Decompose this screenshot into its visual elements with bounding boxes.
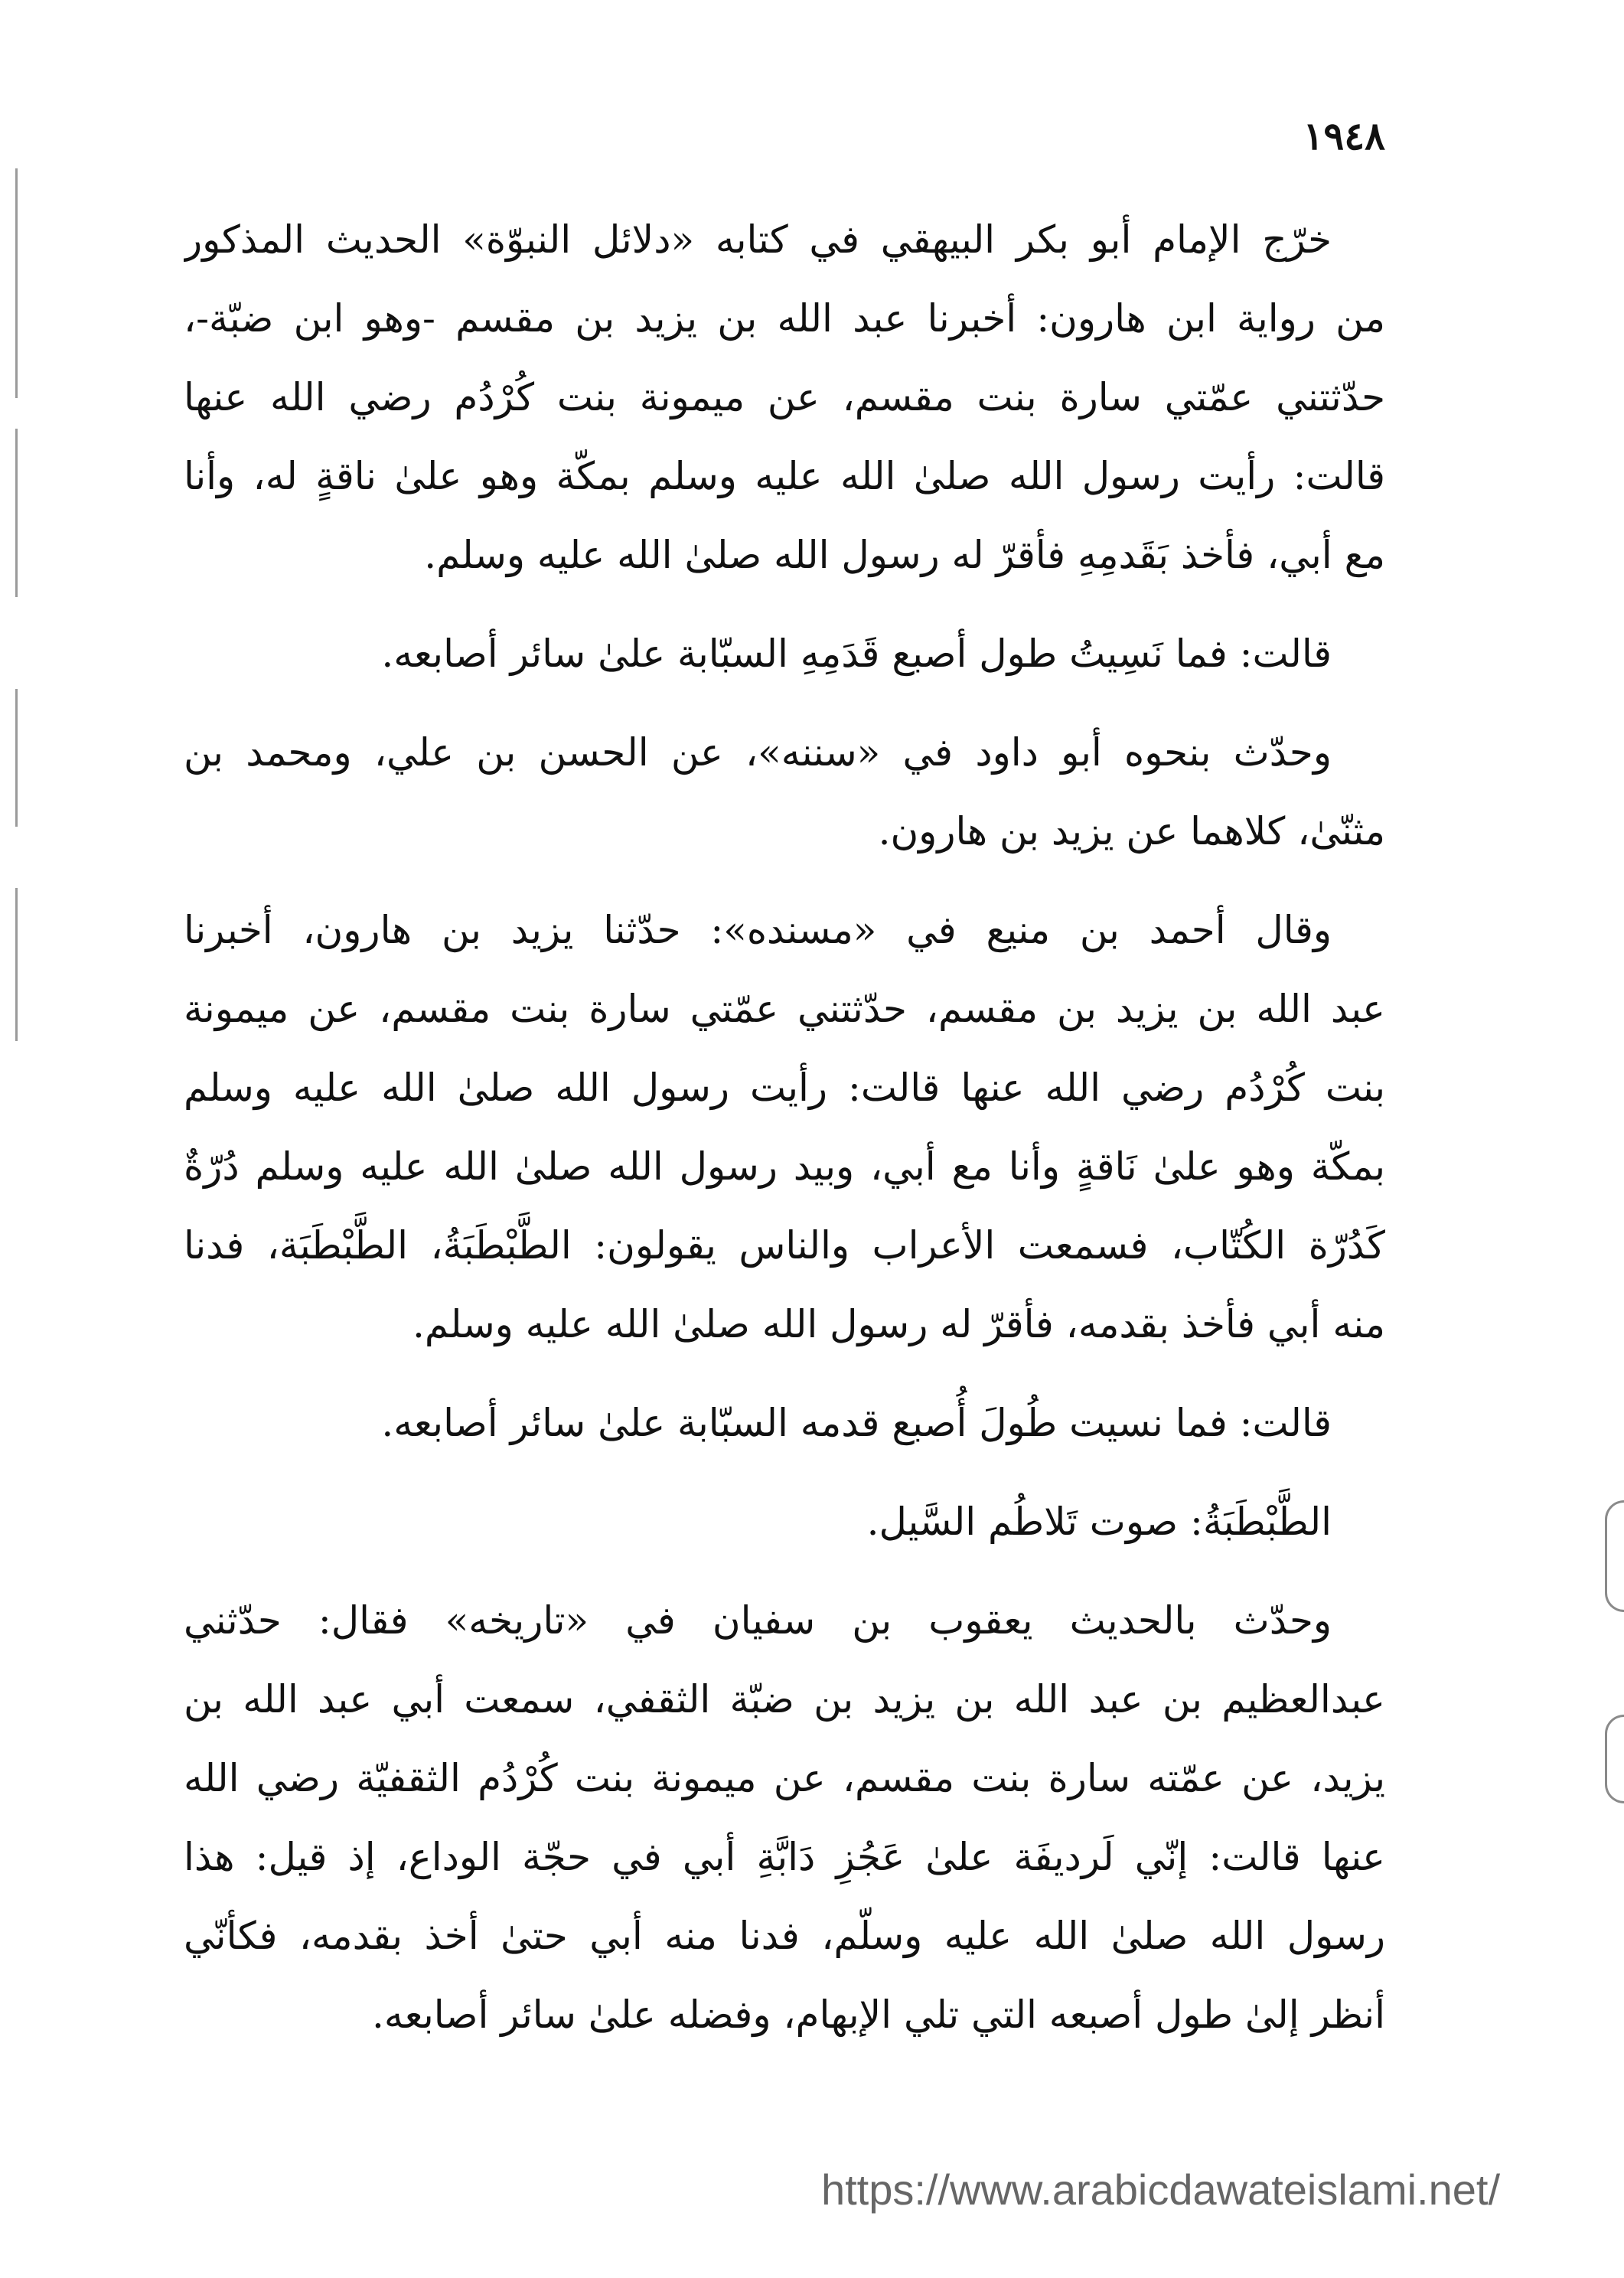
text-line: يزيد، عن عمّته سارة بنت مقسم، عن ميمونة بنت كُرْدُم الثقفيّة رضي الله (184, 1756, 1385, 1800)
text-line: وحدّث بالحديث يعقوب بن سفيان في «تاريخه» فقال: حدّثني (184, 1598, 1332, 1643)
scan-margin-mark (15, 888, 18, 1041)
text-line: حدّثتني عمّتي سارة بنت مقسم، عن ميمونة بنت كُرْدُم رضي الله عنها (184, 375, 1385, 419)
text-body (184, 201, 1385, 2054)
text-line: قالت: فما نَسِيتُ طول أصبع قَدَمِهِ السبّابة علىٰ سائر أصابعه. (381, 632, 1332, 676)
text-line: عبد الله بن يزيد بن مقسم، حدّثتني عمّتي سارة بنت مقسم، عن ميمونة (184, 987, 1385, 1031)
scan-margin-mark (15, 429, 18, 597)
text-line: مع أبي، فأخذ بَقَدمِهِ فأقرّ له رسول الله صلىٰ الله عليه وسلم. (424, 533, 1385, 577)
text-line: كَدُرّة الكُتّاب، فسمعت الأعراب والناس يقولون: الطَّبْطَبَةُ، الطَّبْطَبَة، فدنا (184, 1223, 1385, 1268)
paragraph (184, 1483, 1385, 1562)
page-number: ١٩٤٨ (1303, 113, 1385, 158)
paragraph-gap (184, 1562, 1385, 1581)
page-edge-binding-mark (1605, 1500, 1624, 1612)
paragraph (184, 891, 1385, 1364)
text-line: عبدالعظيم بن عبد الله بن يزيد بن ضبّة الثقفي، سمعت أبي عبد الله بن (184, 1677, 1385, 1722)
paragraph (184, 1581, 1385, 2054)
text-line: منه أبي فأخذ بقدمه، فأقرّ له رسول الله صلىٰ الله عليه وسلم. (412, 1302, 1385, 1346)
paragraph-gap (184, 871, 1385, 891)
text-line: قالت: فما نسيت طُولَ أُصبع قدمه السبّابة علىٰ سائر أصابعه. (381, 1401, 1332, 1445)
paragraph (184, 713, 1385, 871)
text-line: الطَّبْطَبَةُ: صوت تَلاطُم السَّيل. (866, 1500, 1332, 1544)
text-line: وحدّث بنحوه أبو داود في «سننه»، عن الحسن بن علي، ومحمد بن (184, 730, 1332, 775)
paragraph (184, 615, 1385, 694)
paragraph-gap (184, 694, 1385, 713)
footer-url[interactable]: https://www.arabicdawateislami.net/ (820, 2165, 1500, 2214)
text-line: عنها قالت: إنّي لَرديفَة علىٰ عَجُزِ دَابَّةِ أبي في حجّة الوداع، إذ قيل: هذا (184, 1835, 1385, 1879)
text-line: من رواية ابن هارون: أخبرنا عبد الله بن يزيد بن مقسم -وهو ابن ضبّة-، (184, 296, 1385, 341)
scan-margin-mark (15, 168, 18, 398)
text-line: وقال أحمد بن منيع في «مسنده»: حدّثنا يزيد بن هارون، أخبرنا (184, 908, 1332, 952)
paragraph (184, 1384, 1385, 1463)
paragraph-gap (184, 1364, 1385, 1384)
text-line: مثنّىٰ، كلاهما عن يزيد بن هارون. (878, 809, 1385, 853)
scan-margin-mark (15, 689, 18, 827)
paragraph (184, 201, 1385, 595)
paragraph-gap (184, 595, 1385, 615)
page-edge-binding-mark (1605, 1715, 1624, 1803)
text-line: رسول الله صلىٰ الله عليه وسلّم، فدنا منه أبي حتىٰ أخذ بقدمه، فكأنّي (184, 1914, 1385, 1958)
text-line: خرّج الإمام أبو بكر البيهقي في كتابه «دلائل النبوّة» الحديث المذكور (184, 217, 1332, 262)
text-line: أنظر إلىٰ طول أصبعه التي تلي الإبهام، وفضله علىٰ سائر أصابعه. (372, 1992, 1385, 2037)
paragraph-gap (184, 1463, 1385, 1483)
text-line: بمكّة وهو علىٰ نَاقةٍ وأنا مع أبي، وبيد رسول الله صلىٰ الله عليه وسلم دُرّةٌ (184, 1144, 1385, 1189)
text-line: بنت كُرْدُم رضي الله عنها قالت: رأيت رسول الله صلىٰ الله عليه وسلم (184, 1066, 1385, 1110)
text-line: قالت: رأيت رسول الله صلىٰ الله عليه وسلم بمكّة وهو علىٰ ناقةٍ له، وأنا (184, 454, 1385, 498)
